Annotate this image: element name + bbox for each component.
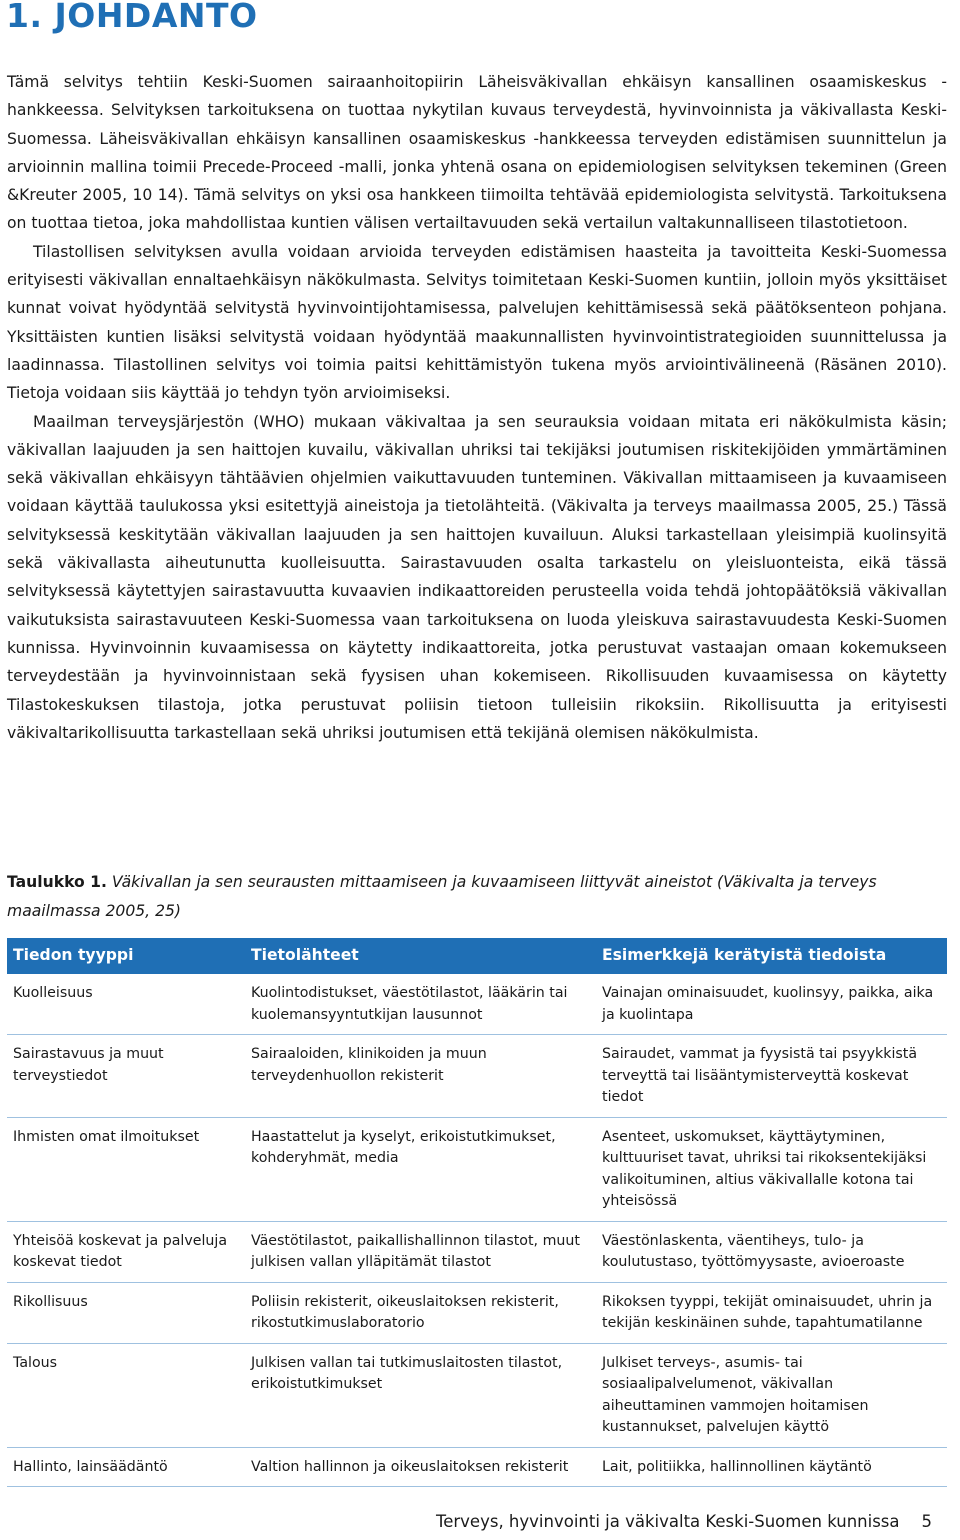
table-row — [7, 1343, 947, 1447]
table-cell: Rikoksen tyyppi, tekijät ominaisuudet, uhrin ja tekijän keskinäinen suhde, tapahtumatilanne — [596, 1282, 947, 1343]
column-header: Tietolähteet — [245, 938, 596, 974]
data-table — [7, 938, 947, 1487]
table-row — [7, 1282, 947, 1343]
table-row — [7, 1221, 947, 1282]
table-cell: Poliisin rekisterit, oikeuslaitoksen rekisterit, rikostutkimuslaboratorio — [245, 1282, 596, 1343]
table-cell: Rikollisuus — [7, 1282, 245, 1343]
table-cell: Lait, politiikka, hallinnollinen käytäntö — [596, 1447, 947, 1487]
table-cell: Hallinto, lainsäädäntö — [7, 1447, 245, 1487]
table-cell: Sairaudet, vammat ja fyysistä tai psyykkistä terveyttä tai lisääntymisterveyttä koskevat tiedot — [596, 1035, 947, 1118]
table-cell: Sairastavuus ja muut terveystiedot — [7, 1035, 245, 1118]
body-text — [7, 68, 947, 747]
table-row — [7, 974, 947, 1035]
table-cell: Väestötilastot, paikallishallinnon tilastot, muut julkisen vallan ylläpitämät tilastot — [245, 1221, 596, 1282]
page-title: 1. JOHDANTO — [6, 0, 258, 35]
table-header-row — [7, 938, 947, 974]
table-cell: Yhteisöä koskevat ja palveluja koskevat tiedot — [7, 1221, 245, 1282]
column-header: Tiedon tyyppi — [7, 938, 245, 974]
footer-title: Terveys, hyvinvointi ja väkivalta Keski-Suomen kunnissa — [435, 1512, 900, 1531]
table-cell: Haastattelut ja kyselyt, erikoistutkimukset, kohderyhmät, media — [245, 1117, 596, 1221]
table-caption-text: Väkivallan ja sen seurausten mittaamiseen ja kuvaamiseen liittyvät aineistot (Väkivalta ja terveys maailmassa 2005, 25) — [7, 873, 877, 920]
page-footer — [436, 1512, 932, 1531]
paragraph: Tämä selvitys tehtiin Keski-Suomen sairaanhoitopiirin Läheisväkivallan ehkäisyn kansallinen osaamiskeskus -hankkeessa. Selvityksen tarkoituksena on tuottaa nykytilan kuvaus terveydestä, hyvinvoinnista ja väkivallasta Keski-Suomessa. Läheisväkivallan ehkäisyn kansallinen osaamiskeskus -hankkeessa terveyden edistämisen suunnittelun ja arvioinnin mallina toimii Precede-Proceed -malli, jonka yhtenä osana on epidemiologisen selvityksen tekeminen (Green &Kreuter 2005, 10 14). Tämä selvitys on yksi osa hankkeen tiimoilta tehtävää epidemiologista selvitystä. Tarkoituksena on tuottaa tietoa, joka mahdollistaa kuntien välisen vertailtavuuden sekä vertailun valtakunnalliseen tilastotietoon. — [7, 73, 947, 233]
table-cell: Väestönlaskenta, väentiheys, tulo- ja koulutustaso, työttömyysaste, avioeroaste — [596, 1221, 947, 1282]
table-cell: Kuolleisuus — [7, 974, 245, 1035]
table-cell: Asenteet, uskomukset, käyttäytyminen, kulttuuriset tavat, uhriksi tai rikoksentekijäksi valikoituminen, altius väkivallalle kotona tai yhteisössä — [596, 1117, 947, 1221]
table-cell: Sairaaloiden, klinikoiden ja muun terveydenhuollon rekisterit — [245, 1035, 596, 1118]
paragraph: Maailman terveysjärjestön (WHO) mukaan väkivaltaa ja sen seurauksia voidaan mitata eri näkökulmista käsin; väkivallan laajuuden ja sen haittojen kuvailu, väkivallan uhriksi tai tekijäksi joutumisen riskitekijöiden ymmärtäminen sekä väkivallan ehkäisyyn tähtäävien ohjelmien vaikuttavuuden tunteminen. Väkivallan mittaamiseen ja kuvaamiseen voidaan käyttää taulukossa yksi esitettyjä aineistoja ja tietolähteitä. (Väkivalta ja terveys maailmassa 2005, 25.) Tässä selvityksessä keskitytään väkivallan laajuuden ja sen haittojen kuvailuun. Aluksi tarkastellaan yleisimpiä kuolinsyitä sekä väkivallasta aiheutunutta kuolleisuutta. Sairastavuuden osalta tarkastelu on yleisluonteista, eikä tässä selvityksessä käytettyjen sairastavuutta kuvaavien indikaattoreiden perusteella voida tehdä johtopäätöksiä väkivallan vaikutuksista sairastavuuteen Keski-Suomessa vaan tarkoituksena on luoda yleiskuva sairastavuudesta Keski-Suomen kunnissa. Hyvinvoinnin kuvaamisessa on käytetty indikaattoreita, jotka perustuvat vastaajan omaan kokemukseen terveydestään ja hyvinvoinnistaan sekä fyysisen uhan kokemiseen. Rikollisuuden kuvaamisessa on käytetty Tilastokeskuksen tilastoja, jotka perustuvat poliisin tietoon tulleisiin rikoksiin. Rikollisuutta ja erityisesti väkivaltarikollisuutta tarkastellaan sekä uhriksi joutumisen että tekijänä olemisen näkökulmista. — [7, 412, 947, 742]
table-cell: Vainajan ominaisuudet, kuolinsyy, paikka, aika ja kuolintapa — [596, 974, 947, 1035]
table-row — [7, 1447, 947, 1487]
table-cell: Julkiset terveys-, asumis- tai sosiaalipalvelumenot, väkivallan aiheuttaminen vammojen hoitamisen kustannukset, palvelujen käyttö — [596, 1343, 947, 1447]
paragraph: Tilastollisen selvityksen avulla voidaan arvioida terveyden edistämisen haasteita ja tavoitteita Keski-Suomessa erityisesti väkivallan ennaltaehkäisyn näkökulmasta. Selvitys toimitetaan Keski-Suomen kuntiin, jolloin myös yksittäiset kunnat voivat hyödyntää selvitystä hyvinvointijohtamisessa, palvelujen kehittämisessä sekä päätöksenteon pohjana. Yksittäisten kuntien lisäksi selvitystä voidaan hyödyntää maakunnallisten hyvinvointistrategioiden suunnittelussa ja laadinnassa. Tilastollinen selvitys voi toimia paitsi kehittämistyön tukena myös arviointivälineenä (Räsänen 2010). Tietoja voidaan siis käyttää jo tehdyn työn arvioimiseksi. — [7, 242, 947, 403]
table-cell: Kuolintodistukset, väestötilastot, lääkärin tai kuolemansyyntutkijan lausunnot — [245, 974, 596, 1035]
table-row — [7, 1035, 947, 1118]
table-cell: Julkisen vallan tai tutkimuslaitosten tilastot, erikoistutkimukset — [245, 1343, 596, 1447]
table-cell: Ihmisten omat ilmoitukset — [7, 1117, 245, 1221]
page-number: 5 — [921, 1512, 932, 1531]
table-caption-label: Taulukko 1. — [7, 873, 107, 891]
table-cell: Valtion hallinnon ja oikeuslaitoksen rekisterit — [245, 1447, 596, 1487]
table-caption — [7, 868, 947, 926]
table-cell: Talous — [7, 1343, 245, 1447]
column-header: Esimerkkejä kerätyistä tiedoista — [596, 938, 947, 974]
table-row — [7, 1117, 947, 1221]
